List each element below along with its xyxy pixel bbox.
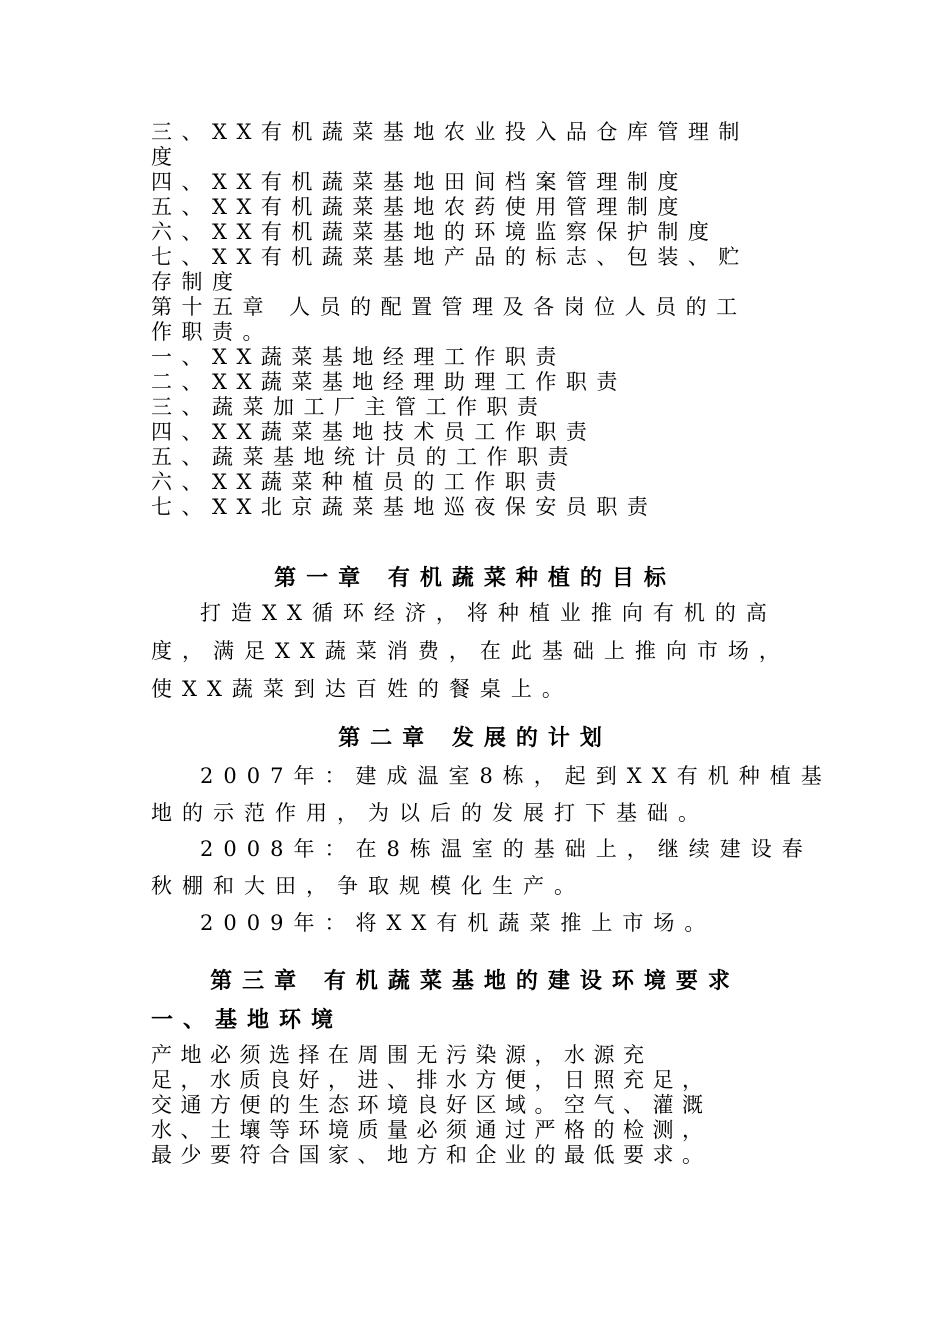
chapter1-line: 使XX蔬菜到达百姓的餐桌上。 bbox=[151, 677, 573, 701]
toc-line: 五、蔬菜基地统计员的工作职责 bbox=[151, 445, 578, 469]
chapter3-line: 交通方便的生态环境良好区域。空气、灌溉 bbox=[151, 1093, 712, 1117]
chapter2-line: 地的示范作用，为以后的发展打下基础。 bbox=[151, 801, 709, 825]
toc-line: 七、XX有机蔬菜基地产品的标志、包装、贮 bbox=[151, 245, 749, 269]
chapter1-line: 度，满足XX蔬菜消费，在此基础上推向市场， bbox=[151, 639, 790, 663]
chapter2-line: 秋棚和大田，争取规模化生产。 bbox=[151, 874, 585, 898]
toc-line: 二、XX蔬菜基地经理助理工作职责 bbox=[151, 370, 627, 394]
chapter1-heading: 第一章 有机蔬菜种植的目标 bbox=[274, 565, 676, 591]
section1-title: 一、基地环境 bbox=[151, 1007, 344, 1033]
chapter3-heading: 第三章 有机蔬菜基地的建设环境要求 bbox=[210, 968, 740, 994]
chapter3-line: 水、土壤等环境质量必须通过严格的检测， bbox=[151, 1118, 712, 1142]
toc-line: 六、XX蔬菜种植员的工作职责 bbox=[151, 470, 566, 494]
table-of-contents bbox=[151, 120, 801, 520]
chapter2-heading: 第二章 发展的计划 bbox=[338, 725, 612, 751]
toc-line: 三、蔬菜加工厂主管工作职责 bbox=[151, 395, 548, 419]
toc-line: 度 bbox=[151, 145, 182, 169]
chapter3-line: 足，水质良好，进、排水方便，日照充足， bbox=[151, 1068, 712, 1092]
chapter2-line: 2008年：在8栋温室的基础上，继续建设春 bbox=[200, 837, 813, 861]
toc-line: 七、XX北京蔬菜基地巡夜保安员职责 bbox=[151, 495, 658, 519]
chapter3-line: 最少要符合国家、地方和企业的最低要求。 bbox=[151, 1143, 712, 1167]
toc-line: 三、XX有机蔬菜基地农业投入品仓库管理制 bbox=[151, 120, 749, 144]
chapter2-line: 2007年：建成温室8栋，起到XX有机种植基 bbox=[200, 764, 832, 788]
chapter1-line: 打造XX循环经济，将种植业推向有机的高 bbox=[200, 601, 777, 625]
chapter2-line: 2009年：将XX有机蔬菜推上市场。 bbox=[200, 911, 716, 935]
toc-line: 四、XX有机蔬菜基地田间档案管理制度 bbox=[151, 170, 688, 194]
toc-line: 四、XX蔬菜基地技术员工作职责 bbox=[151, 420, 597, 444]
toc-line: 第十五章 人员的配置管理及各岗位人员的工 bbox=[151, 295, 747, 319]
toc-line: 六、XX有机蔬菜基地的环境监察保护制度 bbox=[151, 220, 719, 244]
toc-line: 作职责。 bbox=[151, 320, 273, 344]
toc-line: 一、XX蔬菜基地经理工作职责 bbox=[151, 345, 566, 369]
toc-line: 存制度 bbox=[151, 270, 243, 294]
toc-line: 五、XX有机蔬菜基地农药使用管理制度 bbox=[151, 195, 688, 219]
chapter3-line: 产地必须选择在周围无污染源，水源充 bbox=[151, 1043, 653, 1067]
